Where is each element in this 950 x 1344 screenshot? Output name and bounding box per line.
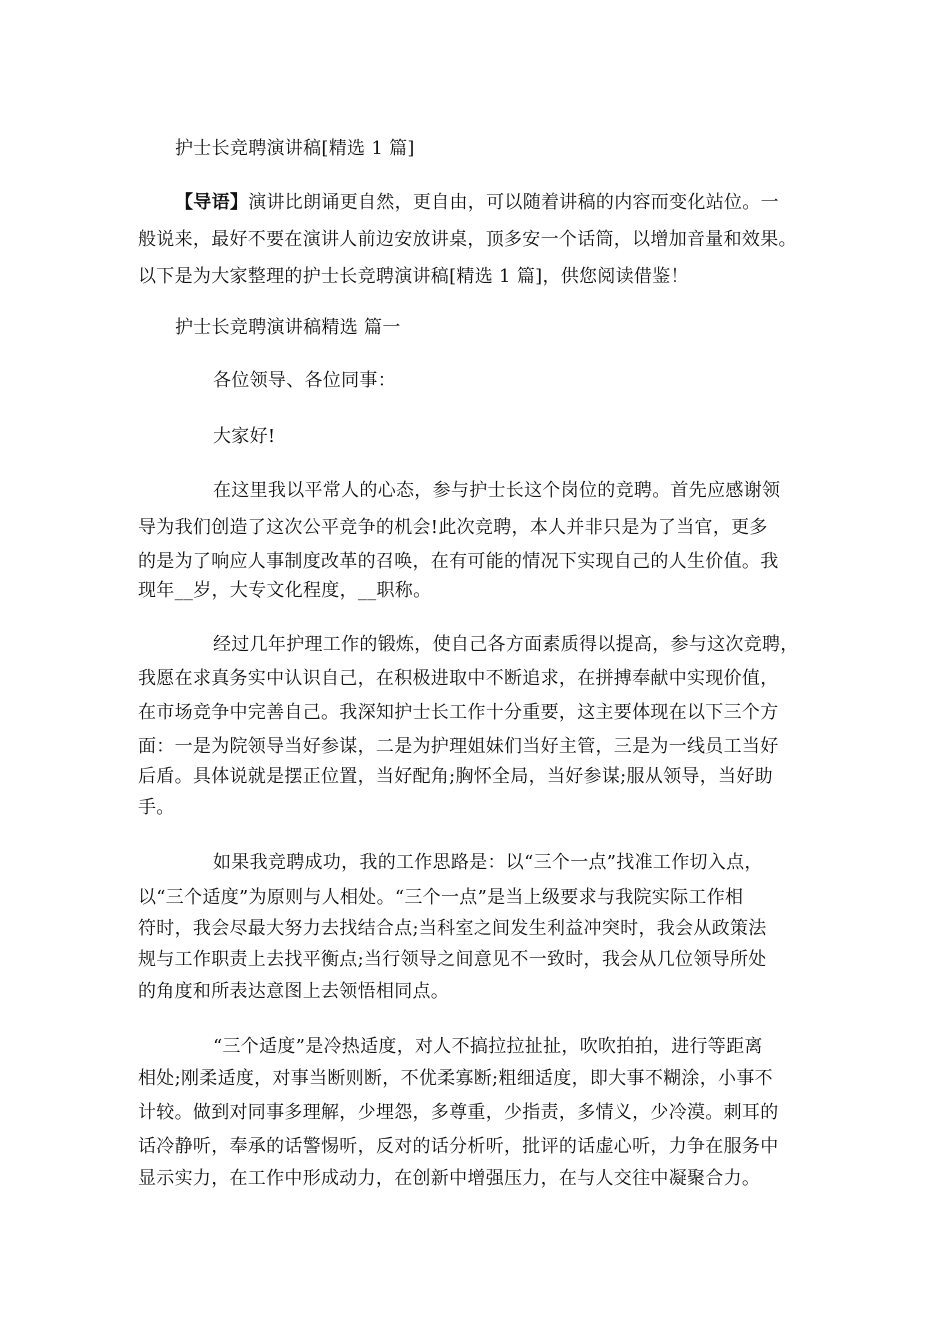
- intro-text-1: 演讲比朗诵更自然，更自由，可以随着讲稿的内容而变化站位。一: [248, 192, 779, 213]
- paragraph-2-line-4: 面：一是为院领导当好参谋，二是为护理姐妹们当好主管，三是为一线员工当好: [138, 736, 779, 757]
- paragraph-3-line-1: 如果我竞聘成功，我的工作思路是：以“三个一点”找准工作切入点，: [213, 852, 763, 873]
- paragraph-3-line-4: 规与工作职责上去找平衡点;当行领导之间意见不一致时，我会从几位领导所处: [138, 949, 767, 970]
- paragraph-2-line-1: 经过几年护理工作的锻炼，使自己各方面素质得以提高，参与这次竞聘，: [213, 634, 799, 655]
- paragraph-2-line-2: 我愿在求真务实中认识自己，在积极进取中不断追求，在拼搏奉献中实现价值，: [138, 668, 779, 689]
- paragraph-3-line-3: 符时，我会尽最大努力去找结合点;当科室之间发生利益冲突时，我会从政策法: [138, 918, 767, 939]
- greeting: 大家好!: [213, 426, 276, 447]
- section-title: 护士长竞聘演讲稿精选 篇一: [175, 317, 401, 338]
- document-title: 护士长竞聘演讲稿[精选 1 篇]: [175, 138, 415, 159]
- salutation: 各位领导、各位同事：: [213, 370, 396, 391]
- paragraph-1-line-1: 在这里我以平常人的心态，参与护士长这个岗位的竞聘。首先应感谢领: [213, 480, 781, 501]
- intro-line-3: 以下是为大家整理的护士长竞聘演讲稿[精选 1 篇]，供您阅读借鉴！: [138, 266, 689, 287]
- intro-line-2: 般说来，最好不要在演讲人前边安放讲桌，顶多安一个话筒，以增加音量和效果。: [138, 229, 797, 250]
- paragraph-4-line-3: 计较。做到对同事多理解，少埋怨，多尊重，少指责，多情义，少冷漠。刺耳的: [138, 1102, 779, 1123]
- paragraph-4-line-2: 相处;刚柔适度，对事当断则断，不优柔寡断;粗细适度，即大事不糊涂，小事不: [138, 1068, 773, 1089]
- paragraph-2-line-6: 手。: [138, 797, 175, 818]
- paragraph-3-line-2: 以“三个适度”为原则与人相处。“三个一点”是当上级要求与我院实际工作相: [138, 887, 744, 908]
- paragraph-2-line-5: 后盾。具体说就是摆正位置，当好配角;胸怀全局，当好参谋;服从领导，当好助: [138, 766, 773, 787]
- paragraph-3-line-5: 的角度和所表达意图上去领悟相同点。: [138, 981, 450, 1002]
- intro-label: 【导语】: [175, 192, 249, 213]
- intro-line-1: [175, 190, 779, 216]
- paragraph-1-line-2: 导为我们创造了这次公平竞争的机会!此次竞聘，本人并非只是为了当官，更多: [138, 517, 768, 538]
- paragraph-1-line-3: 的是为了响应人事制度改革的召唤，在有可能的情况下实现自己的人生价值。我: [138, 551, 779, 572]
- paragraph-1-line-4: 现年__岁，大专文化程度，__职称。: [138, 580, 432, 601]
- paragraph-4-line-5: 显示实力，在工作中形成动力，在创新中增强压力，在与人交往中凝聚合力。: [138, 1168, 761, 1189]
- paragraph-4-line-1: “三个适度”是冷热适度，对人不搞拉拉扯扯，吹吹拍拍，进行等距离: [213, 1036, 763, 1057]
- paragraph-4-line-4: 话冷静听，奉承的话警惕听，反对的话分析听，批评的话虚心听，力争在服务中: [138, 1136, 779, 1157]
- paragraph-2-line-3: 在市场竞争中完善自己。我深知护士长工作十分重要，这主要体现在以下三个方: [138, 702, 779, 723]
